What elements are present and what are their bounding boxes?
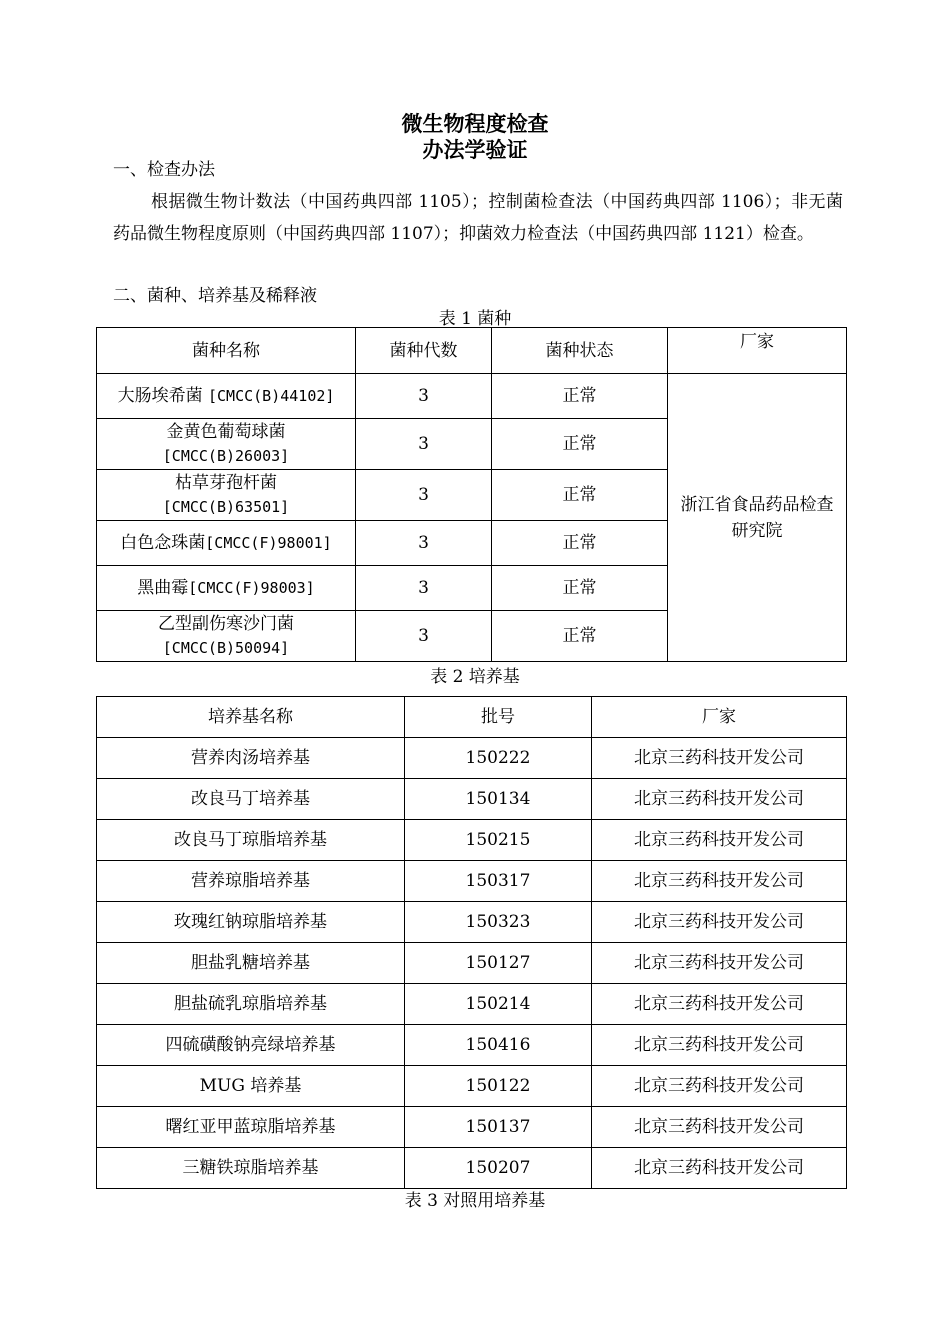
strain-name: 金黄色葡萄球菌 <box>166 422 286 442</box>
medium-name: 胆盐硫乳琼脂培养基 <box>97 984 405 1025</box>
culture-medium-table <box>96 696 847 1189</box>
document-title-line-2: 办法学验证 <box>422 138 528 162</box>
table-row <box>97 1148 847 1189</box>
strain-name-cell <box>97 566 356 611</box>
medium-name: 玫瑰红钠琼脂培养基 <box>97 902 405 943</box>
manufacturer: 北京三药科技开发公司 <box>592 902 847 943</box>
strain-code: [CMCC(B)26003] <box>162 447 290 465</box>
strain-status: 正常 <box>492 566 668 611</box>
manufacturer: 北京三药科技开发公司 <box>592 738 847 779</box>
table-1-caption: 表 1 菌种 <box>438 309 512 329</box>
manufacturer: 北京三药科技开发公司 <box>592 1148 847 1189</box>
manufacturer: 北京三药科技开发公司 <box>592 820 847 861</box>
medium-name: 胆盐乳糖培养基 <box>97 943 405 984</box>
batch-number: 150122 <box>405 1066 592 1107</box>
batch-number: 150127 <box>405 943 592 984</box>
header-batch-number: 批号 <box>405 697 592 738</box>
strain-name: 白色念珠菌 <box>120 533 206 553</box>
strain-name-cell <box>97 419 356 470</box>
manufacturer: 北京三药科技开发公司 <box>592 861 847 902</box>
manufacturer-cell <box>668 374 847 662</box>
section-1-heading: 一、检查办法 <box>113 160 215 180</box>
batch-number: 150207 <box>405 1148 592 1189</box>
table-row <box>97 820 847 861</box>
header-manufacturer: 厂家 <box>668 328 847 374</box>
strain-generation: 3 <box>356 521 492 566</box>
batch-number: 150134 <box>405 779 592 820</box>
medium-name: 曙红亚甲蓝琼脂培养基 <box>97 1107 405 1148</box>
medium-name: 营养琼脂培养基 <box>97 861 405 902</box>
strain-status: 正常 <box>492 374 668 419</box>
medium-name: 改良马丁琼脂培养基 <box>97 820 405 861</box>
table-row <box>97 1107 847 1148</box>
strain-code: [CMCC(B)63501] <box>162 498 290 516</box>
strain-name: 枯草芽孢杆菌 <box>175 473 277 493</box>
section-2-heading: 二、菌种、培养基及稀释液 <box>113 286 317 306</box>
batch-number: 150215 <box>405 820 592 861</box>
strain-generation: 3 <box>356 470 492 521</box>
strain-code: [CMCC(F)98003] <box>188 579 315 597</box>
section-1-body: 根据微生物计数法（中国药典四部 1105）；控制菌检查法（中国药典四部 1106）；非无菌药品微生物程度原则（中国药典四部 1107）；抑菌效力检查法（中国药典四部 1121）检查。 <box>113 192 843 244</box>
manufacturer: 北京三药科技开发公司 <box>592 1025 847 1066</box>
strain-name: 大肠埃希菌 <box>117 386 203 406</box>
manufacturer: 北京三药科技开发公司 <box>592 1107 847 1148</box>
batch-number: 150416 <box>405 1025 592 1066</box>
table-row <box>97 1066 847 1107</box>
table-row <box>97 902 847 943</box>
table-2-caption: 表 2 培养基 <box>430 667 520 687</box>
batch-number: 150214 <box>405 984 592 1025</box>
table-row <box>97 943 847 984</box>
strain-code: [CMCC(F)98001] <box>205 534 332 552</box>
header-medium-name: 培养基名称 <box>97 697 405 738</box>
strain-name-cell <box>97 521 356 566</box>
table-row <box>97 984 847 1025</box>
strain-name-cell <box>97 611 356 662</box>
strain-generation: 3 <box>356 611 492 662</box>
medium-name: MUG 培养基 <box>97 1066 405 1107</box>
manufacturer-name: 浙江省食品药品检查研究院 <box>680 494 834 541</box>
strain-status: 正常 <box>492 611 668 662</box>
header-strain-name: 菌种名称 <box>97 328 356 374</box>
manufacturer: 北京三药科技开发公司 <box>592 943 847 984</box>
medium-name: 三糖铁琼脂培养基 <box>97 1148 405 1189</box>
table-row <box>97 374 847 419</box>
table-header-row <box>97 328 847 374</box>
table-3-caption: 表 3 对照用培养基 <box>404 1191 546 1211</box>
medium-name: 改良马丁培养基 <box>97 779 405 820</box>
document-title-line-1: 微生物程度检查 <box>401 112 549 136</box>
strain-generation: 3 <box>356 374 492 419</box>
table-row <box>97 1025 847 1066</box>
header-strain-status: 菌种状态 <box>492 328 668 374</box>
strain-name: 黑曲霉 <box>137 578 189 598</box>
batch-number: 150222 <box>405 738 592 779</box>
strain-name-cell <box>97 470 356 521</box>
medium-name: 四硫磺酸钠亮绿培养基 <box>97 1025 405 1066</box>
strain-name: 乙型副伤寒沙门菌 <box>158 614 294 634</box>
strain-generation: 3 <box>356 566 492 611</box>
strain-status: 正常 <box>492 419 668 470</box>
table-row <box>97 738 847 779</box>
table-row <box>97 779 847 820</box>
batch-number: 150317 <box>405 861 592 902</box>
strain-table <box>96 327 847 662</box>
manufacturer: 北京三药科技开发公司 <box>592 1066 847 1107</box>
batch-number: 150137 <box>405 1107 592 1148</box>
batch-number: 150323 <box>405 902 592 943</box>
header-strain-generation: 菌种代数 <box>356 328 492 374</box>
strain-generation: 3 <box>356 419 492 470</box>
header-manufacturer: 厂家 <box>592 697 847 738</box>
manufacturer: 北京三药科技开发公司 <box>592 779 847 820</box>
strain-code: [CMCC(B)44102] <box>207 387 335 405</box>
strain-code: [CMCC(B)50094] <box>162 639 290 657</box>
table-row <box>97 861 847 902</box>
strain-status: 正常 <box>492 470 668 521</box>
strain-status: 正常 <box>492 521 668 566</box>
strain-name-cell <box>97 374 356 419</box>
table-header-row <box>97 697 847 738</box>
medium-name: 营养肉汤培养基 <box>97 738 405 779</box>
manufacturer: 北京三药科技开发公司 <box>592 984 847 1025</box>
